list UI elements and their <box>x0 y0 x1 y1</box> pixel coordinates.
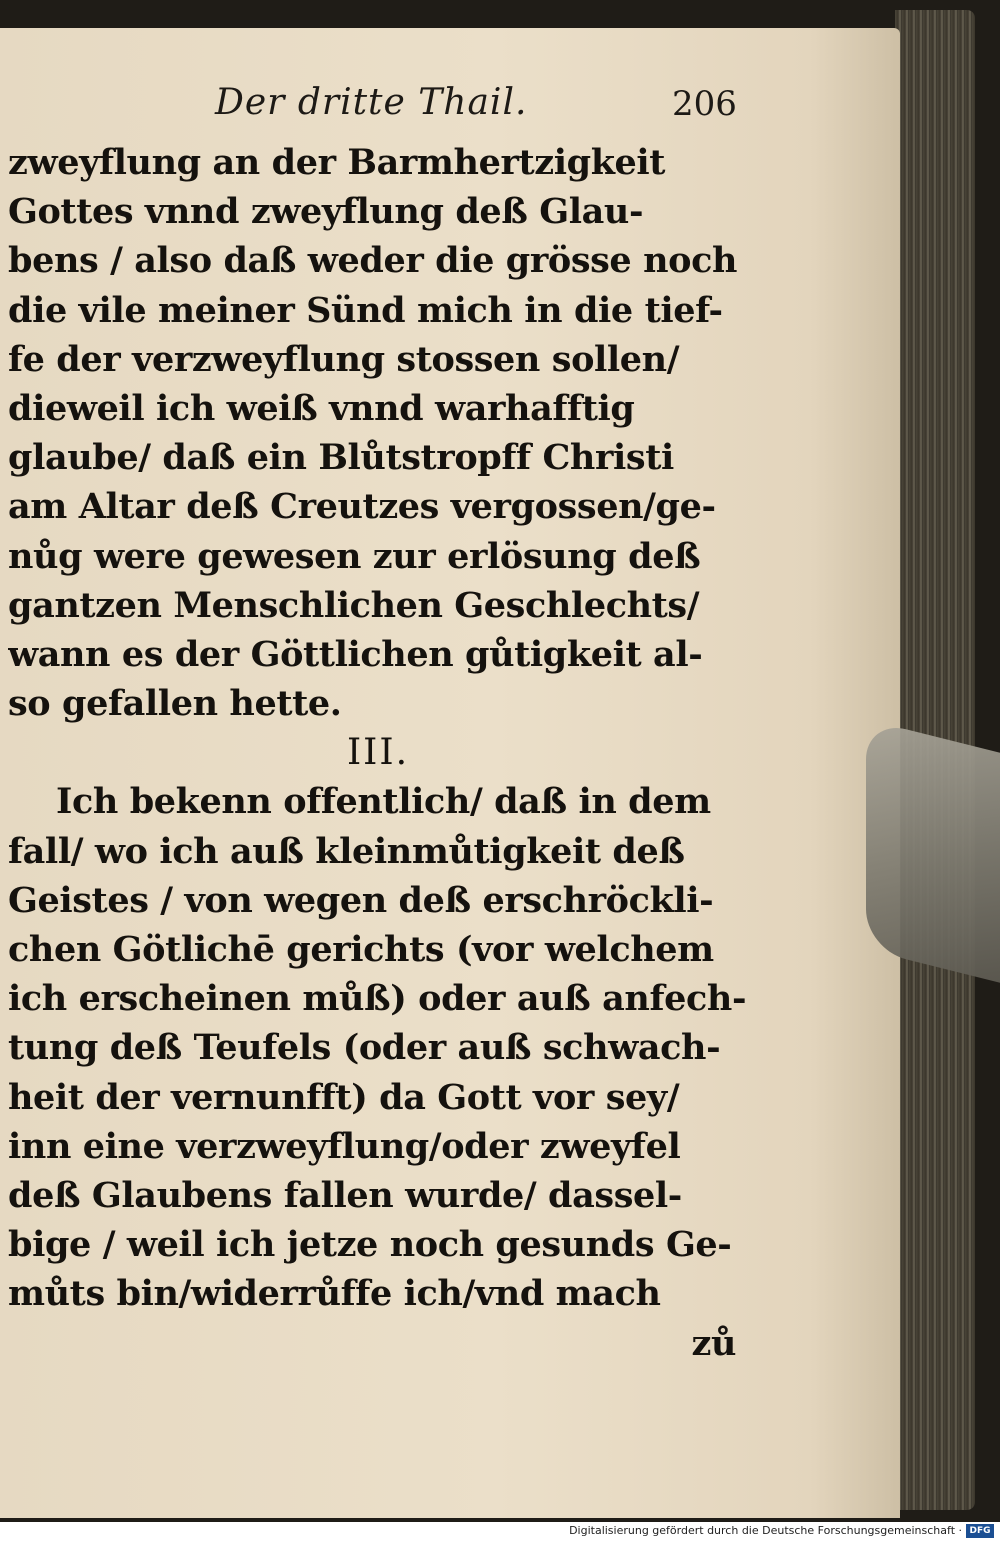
text-line: zweyflung an der Barmhertzigkeit <box>8 142 666 183</box>
text-line: die vile meiner Sünd mich in die tief- <box>8 289 723 331</box>
text-line: ich erscheinen můß) oder auß anfech- <box>8 978 747 1020</box>
text-line: glaube/ daß ein Blůtstropff Christi <box>8 437 674 479</box>
page-header <box>0 82 770 132</box>
catchword: zů <box>691 1322 736 1364</box>
text-line: bens / also daß weder die grösse noch <box>8 240 738 282</box>
text-line: fall/ wo ich auß kleinmůtigkeit deß <box>8 830 685 872</box>
text-line: bige / weil ich jetze noch gesunds Ge- <box>8 1224 732 1266</box>
page-text <box>8 138 748 1368</box>
text-line: heit der vernunfft) da Gott vor sey/ <box>8 1076 680 1118</box>
text-line: deß Glaubens fallen wurde/ dassel- <box>8 1174 682 1216</box>
dfg-logo-icon: DFG <box>966 1524 994 1538</box>
text-line: Gottes vnnd zweyflung deß Glau- <box>8 191 644 233</box>
text-line: můts bin/widerrůffe ich/vnd mach <box>8 1273 661 1315</box>
text-line: dieweil ich weiß vnnd warhafftig <box>8 387 635 429</box>
text-line: am Altar deß Creutzes vergossen/ge- <box>8 486 716 528</box>
text-line: so gefallen hette. <box>8 683 342 725</box>
funding-credit: Digitalisierung gefördert durch die Deutsche Forschungsgemeinschaft · <box>569 1524 962 1537</box>
text-line: chen Götlichē gerichts (vor welchem <box>8 929 714 970</box>
running-head: Der dritte Thail. <box>215 82 528 123</box>
text-line: Ich bekenn offentlich/ daß in dem <box>56 781 711 823</box>
text-line: nůg were gewesen zur erlösung deß <box>8 535 701 577</box>
page-number: 206 <box>672 84 737 124</box>
footer-bar <box>0 1522 1000 1541</box>
text-line: inn eine verzweyflung/oder zweyfel <box>8 1125 681 1167</box>
text-line: gantzen Menschlichen Geschlechts/ <box>8 584 700 626</box>
text-line: Geistes / von wegen deß erschröckli- <box>8 879 714 921</box>
section-numeral: III. <box>346 732 410 774</box>
text-line: wann es der Göttlichen gůtigkeit al- <box>8 633 703 675</box>
text-line: tung deß Teufels (oder auß schwach- <box>8 1027 721 1069</box>
bookmark-ribbon <box>866 719 1000 982</box>
text-line: fe der verzweyflung stossen sollen/ <box>8 338 680 380</box>
